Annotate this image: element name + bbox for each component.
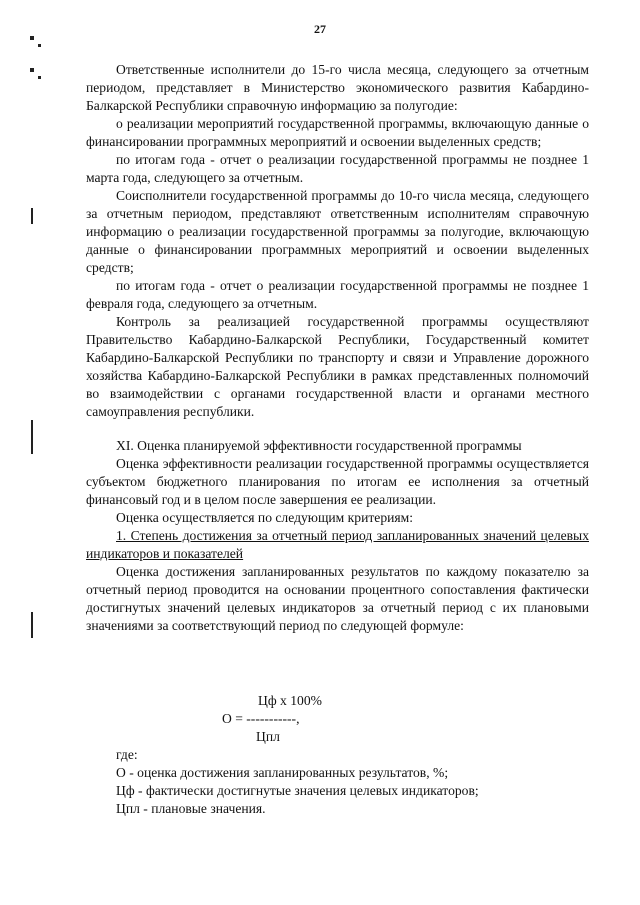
paragraph: Соисполнители государственной программы до 10-го числа месяца, следующего за отчетным периодом, представляют ответственным исполнителям справочную информацию о реализации государственной программы за полугодие, включающую данные о финансировании программных мероприятий и освоении выделенных средств; — [86, 188, 589, 275]
paragraph: Оценка осуществляется по следующим критериям: — [116, 510, 414, 525]
definition-item: Цпл - плановые значения. — [116, 801, 266, 816]
criterion-title: 1. Степень достижения за отчетный период запланированных значений целевых индикаторов и показателей — [86, 528, 589, 561]
scan-mark — [30, 68, 34, 72]
scan-mark — [31, 208, 33, 224]
formula-denominator: Цпл — [256, 729, 280, 744]
scan-mark — [38, 76, 41, 79]
formula — [222, 692, 322, 746]
definition-item: О - оценка достижения запланированных результатов, %; — [116, 765, 449, 780]
paragraph: Оценка эффективности реализации государственной программы осуществляется субъектом бюджетного планирования по итогам ее исполнения за отчетный финансовый год и в целом после завершения ее реализации. — [86, 456, 589, 507]
paragraph: Ответственные исполнители до 15-го числа месяца, следующего за отчетным периодом, представляет в Министерство экономического развития Кабардино-Балкарской Республики справочную информацию за полугодие: — [86, 62, 589, 113]
paragraph: по итогам года - отчет о реализации государственной программы не позднее 1 февраля года, следующего за отчетным. — [86, 278, 589, 311]
formula-equation: О = -----------, — [222, 711, 300, 726]
scan-mark — [31, 612, 33, 638]
paragraph: Оценка достижения запланированных результатов по каждому показателю за отчетный период проводится на основании процентного сопоставления фактически достигнутых значений целевых индикаторов за отчетный период с их плановыми значениями за соответствующий период по следующей формуле: — [86, 564, 589, 633]
definitions — [116, 746, 479, 818]
paragraph: о реализации мероприятий государственной программы, включающую данные о финансировании программных мероприятий и освоении выделенных средств; — [86, 116, 589, 149]
page-number: 27 — [314, 22, 326, 36]
section-heading: XI. Оценка планируемой эффективности государственной программы — [116, 438, 522, 453]
paragraph: по итогам года - отчет о реализации государственной программы не позднее 1 марта года, следующего за отчетным. — [86, 152, 589, 185]
scan-mark — [38, 44, 41, 47]
paragraph: Контроль за реализацией государственной программы осуществляют Правительство Кабардино-Балкарской Республики, Государственный комитет Кабардино-Балкарской Республики по транспорту и связи и Управление дорожного хозяйства Кабардино-Балкарской Республики в рамках представленных полномочий во взаимодействии с органами государственной власти и органами местного самоуправления республики. — [86, 314, 589, 419]
definition-item: Цф - фактически достигнутые значения целевых индикаторов; — [116, 783, 479, 798]
scan-mark — [31, 420, 33, 454]
scan-mark — [30, 36, 34, 40]
definitions-intro: где: — [116, 747, 138, 762]
formula-numerator: Цф x 100% — [258, 693, 322, 708]
document-body — [86, 61, 589, 635]
